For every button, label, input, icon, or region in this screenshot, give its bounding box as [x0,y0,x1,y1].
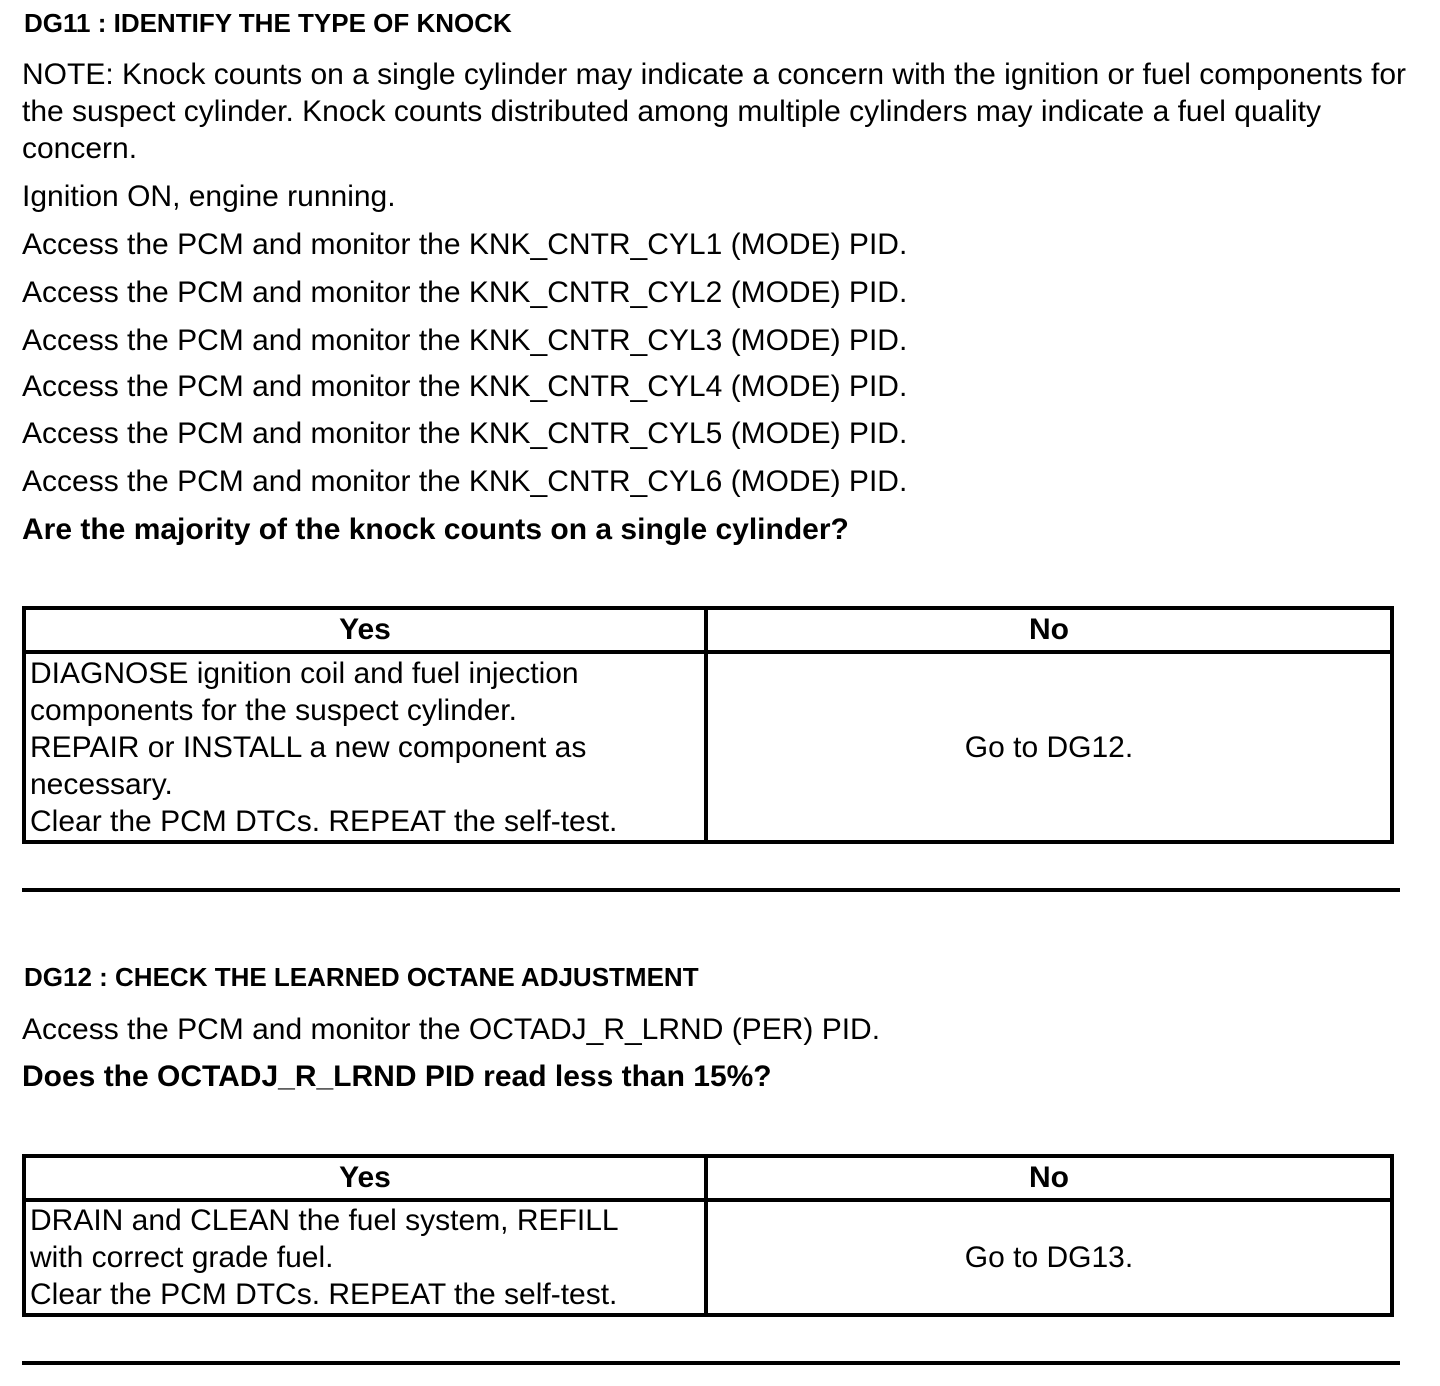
dg11-instruction-cyl4: Access the PCM and monitor the KNK_CNTR_CYL4 (MODE) PID. [22,370,908,403]
dg11-instruction-cyl2: Access the PCM and monitor the KNK_CNTR_CYL2 (MODE) PID. [22,276,908,309]
table-row [24,652,1392,842]
section-divider [22,888,1400,892]
dg11-question: Are the majority of the knock counts on a single cylinder? [22,513,849,546]
table-row [24,1200,1392,1315]
no-header: No [706,608,1392,652]
yes-cell-line: necessary. [30,767,173,801]
yes-cell-line: DRAIN and CLEAN the fuel system, REFILL [30,1204,619,1237]
dg12-heading: DG12 : CHECK THE LEARNED OCTANE ADJUSTMENT [24,962,699,992]
yes-cell-line: Clear the PCM DTCs. REPEAT the self-test. [30,1278,618,1311]
dg11-note: NOTE: Knock counts on a single cylinder may indicate a concern with the ignition or fuel components for the suspect cylinder. Knock counts distributed among multiple cylinders may indicate a fuel quality concern. [22,58,1407,165]
yes-header: Yes [24,608,706,652]
table-header-row [24,1156,1392,1200]
dg12-instruction: Access the PCM and monitor the OCTADJ_R_LRND (PER) PID. [22,1013,881,1046]
dg11-instruction-cyl3: Access the PCM and monitor the KNK_CNTR_CYL3 (MODE) PID. [22,324,908,357]
dg11-heading: DG11 : IDENTIFY THE TYPE OF KNOCK [24,8,512,38]
dg11-condition: Ignition ON, engine running. [22,180,396,213]
yes-cell [24,652,706,842]
no-header: No [706,1156,1392,1200]
yes-cell-line: Clear the PCM DTCs. REPEAT the self-test. [30,804,618,838]
dg12-decision-table [22,1154,1394,1317]
dg11-instruction-cyl6: Access the PCM and monitor the KNK_CNTR_CYL6 (MODE) PID. [22,465,908,498]
no-cell: Go to DG12. [706,652,1392,842]
dg11-instruction-cyl5: Access the PCM and monitor the KNK_CNTR_CYL5 (MODE) PID. [22,417,908,450]
yes-cell [24,1200,706,1315]
no-cell: Go to DG13. [706,1200,1392,1315]
yes-cell-line: REPAIR or INSTALL a new component as [30,730,587,764]
yes-cell-line: components for the suspect cylinder. [30,693,517,727]
table-header-row [24,608,1392,652]
dg11-decision-table [22,606,1394,844]
dg12-question: Does the OCTADJ_R_LRND PID read less than 15%? [22,1060,772,1093]
section-divider [22,1361,1400,1365]
yes-header: Yes [24,1156,706,1200]
yes-cell-line: with correct grade fuel. [30,1241,334,1274]
yes-cell-line: DIAGNOSE ignition coil and fuel injection [30,656,579,690]
dg11-instruction-cyl1: Access the PCM and monitor the KNK_CNTR_CYL1 (MODE) PID. [22,228,908,261]
